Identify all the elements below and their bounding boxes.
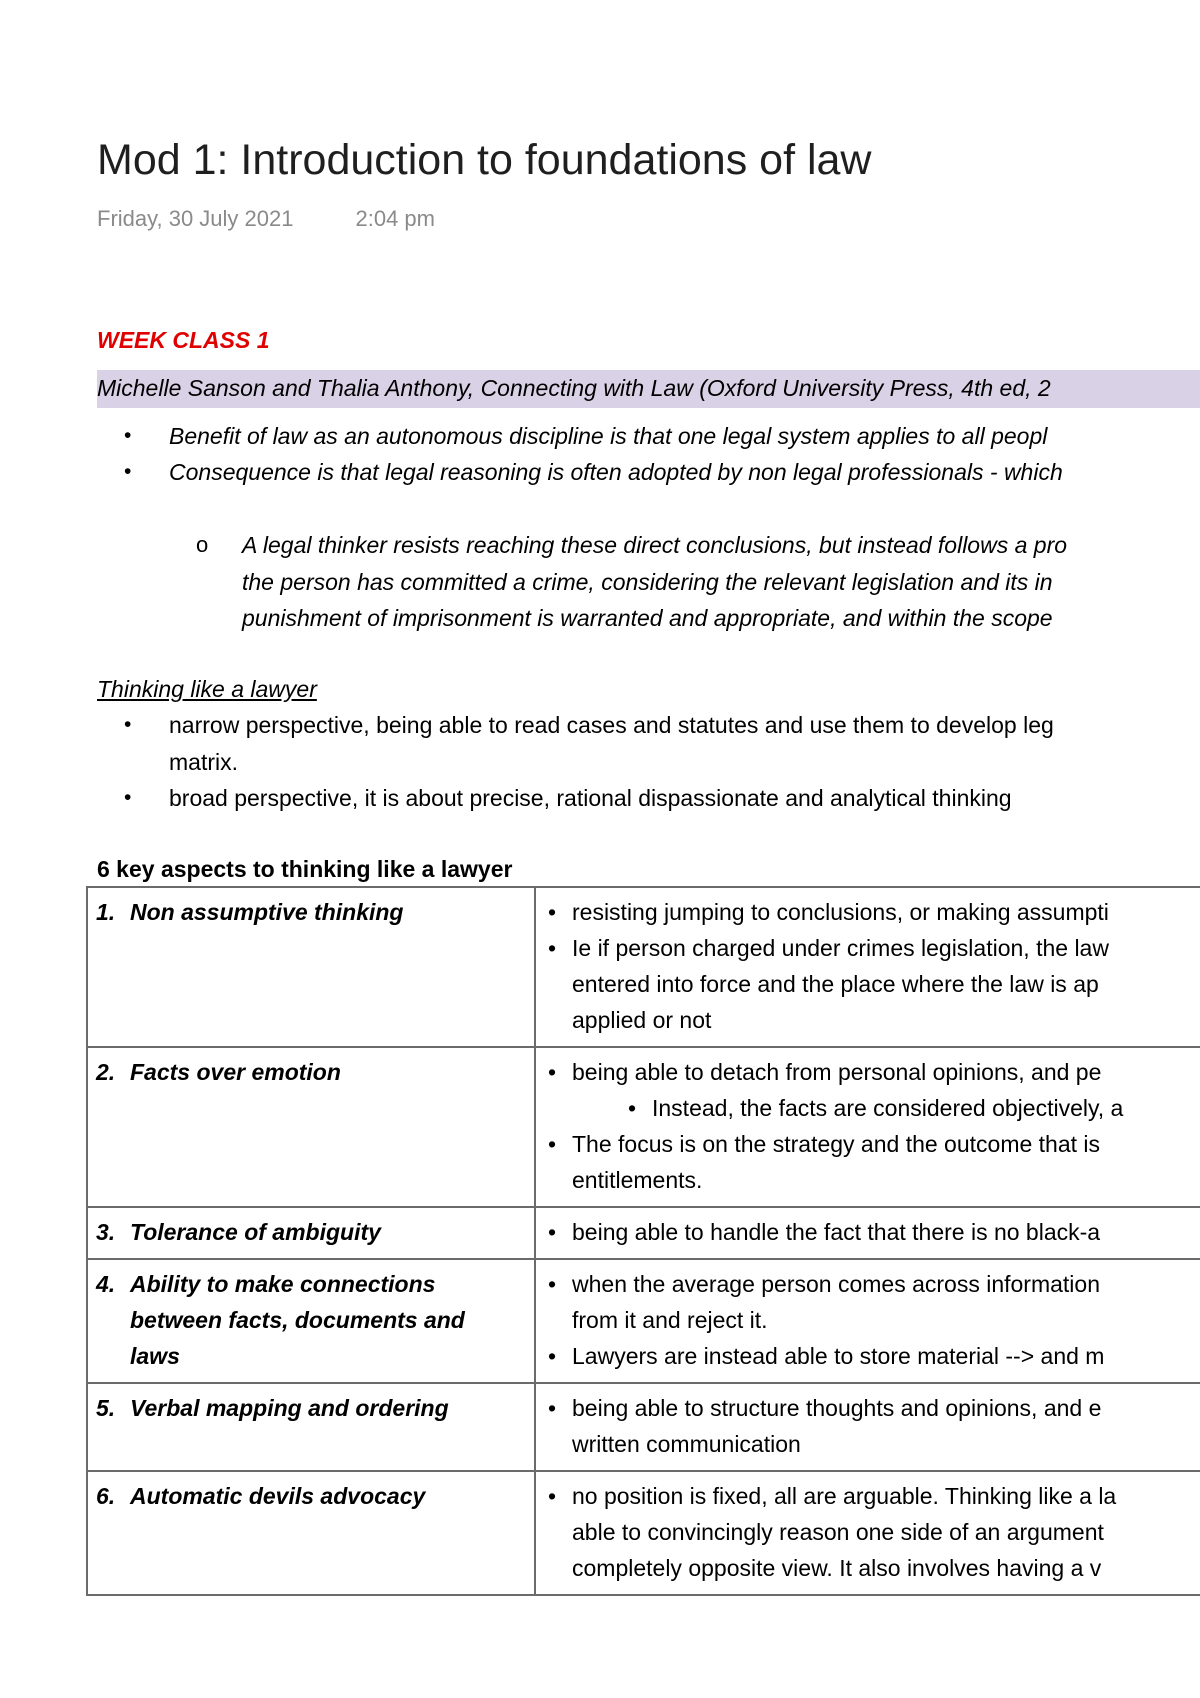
- detail-text-continuation: entered into force and the place where the law is ap: [572, 971, 1099, 997]
- detail-text: The focus is on the strategy and the outcome that is: [572, 1131, 1101, 1157]
- bullet-marker: •: [548, 1343, 557, 1369]
- aspect-name-cell: [87, 1207, 535, 1259]
- aspect-name-cell: [87, 887, 535, 1047]
- aspect-number: 5.: [96, 1395, 116, 1421]
- bullet-marker: •: [548, 1131, 557, 1157]
- thinking-heading: Thinking like a lawyer: [97, 676, 317, 702]
- aspect-name-cell: [87, 1047, 535, 1207]
- detail-text: Ie if person charged under crimes legislation, the law: [572, 935, 1109, 961]
- aspect-name: Ability to make connections between facts, documents and laws: [130, 1271, 465, 1369]
- aspect-name-cell: [87, 1383, 535, 1471]
- aspect-number: 4.: [96, 1271, 116, 1297]
- detail-bullet: [544, 1126, 1200, 1162]
- detail-text: Lawyers are instead able to store material --> and m: [572, 1343, 1105, 1369]
- bullet-marker: •: [548, 899, 557, 925]
- page-date: Friday, 30 July 2021: [97, 206, 294, 231]
- aspect-row: [87, 1471, 1200, 1595]
- bullet-marker: •: [124, 713, 132, 736]
- aspect-number: 2.: [96, 1059, 116, 1085]
- bullet-marker: •: [124, 786, 132, 809]
- page-timestamp: [97, 206, 435, 232]
- detail-text-continuation: applied or not: [572, 1007, 712, 1033]
- aspect-detail-cell: [535, 1259, 1200, 1383]
- detail-text-continuation: written communication: [572, 1431, 801, 1457]
- aspect-number: 6.: [96, 1483, 116, 1509]
- detail-bullet: [544, 1090, 1200, 1126]
- sub-bullet-text: A legal thinker resists reaching these direct conclusions, but instead follows a pro: [242, 532, 1068, 558]
- aspect-detail-cell: [535, 1383, 1200, 1471]
- detail-bullet: [544, 1054, 1200, 1090]
- bullet-marker: •: [548, 1059, 557, 1085]
- aspect-detail-cell: [535, 1047, 1200, 1207]
- bullet-text-continuation: matrix.: [169, 749, 238, 775]
- bullet-marker: •: [548, 1483, 557, 1509]
- detail-bullet: [544, 930, 1200, 966]
- detail-text: being able to handle the fact that there is no black-a: [572, 1219, 1101, 1245]
- detail-text: being able to detach from personal opinions, and pe: [572, 1059, 1102, 1085]
- aspect-row: [87, 887, 1200, 1047]
- detail-text: being able to structure thoughts and opinions, and e: [572, 1395, 1102, 1421]
- bullet-marker: •: [124, 460, 132, 483]
- detail-text-continuation: able to convincingly reason one side of an argument: [572, 1519, 1104, 1545]
- bullet-text: Consequence is that legal reasoning is often adopted by non legal professionals - which: [169, 459, 1063, 485]
- aspect-name: Non assumptive thinking: [130, 899, 404, 925]
- aspect-detail-cell: [535, 1471, 1200, 1595]
- detail-bullet: [544, 894, 1200, 930]
- detail-text: when the average person comes across information: [572, 1271, 1101, 1297]
- aspect-row: [87, 1207, 1200, 1259]
- aspect-name: Automatic devils advocacy: [130, 1483, 426, 1509]
- bullet-text: Benefit of law as an autonomous discipline is that one legal system applies to all peopl: [169, 423, 1048, 449]
- detail-text: resisting jumping to conclusions, or making assumpti: [572, 899, 1109, 925]
- aspect-row: [87, 1383, 1200, 1471]
- bullet-marker: •: [628, 1095, 637, 1121]
- aspect-name-cell: [87, 1259, 535, 1383]
- detail-text-continuation: entitlements.: [572, 1167, 703, 1193]
- bullet-marker: •: [548, 935, 557, 961]
- detail-text: no position is fixed, all are arguable. Thinking like a la: [572, 1483, 1117, 1509]
- aspect-number: 1.: [96, 899, 116, 925]
- aspect-detail-cell: [535, 1207, 1200, 1259]
- reference-highlight: Michelle Sanson and Thalia Anthony, Connecting with Law (Oxford University Press, 4th ed, 2: [97, 370, 1200, 408]
- detail-bullet: [544, 1478, 1200, 1514]
- aspect-name: Tolerance of ambiguity: [130, 1219, 381, 1245]
- bullet-marker: •: [548, 1219, 557, 1245]
- aspect-detail-cell: [535, 887, 1200, 1047]
- bullet-text: narrow perspective, being able to read cases and statutes and use them to develop leg: [169, 712, 1054, 738]
- detail-bullet: [544, 1390, 1200, 1426]
- aspect-name: Verbal mapping and ordering: [130, 1395, 449, 1421]
- aspect-row: [87, 1259, 1200, 1383]
- detail-text-continuation: from it and reject it.: [572, 1307, 768, 1333]
- detail-text-continuation: completely opposite view. It also involves having a v: [572, 1555, 1102, 1581]
- aspect-row: [87, 1047, 1200, 1207]
- page-time: 2:04 pm: [355, 206, 435, 231]
- sub-bullet-text: the person has committed a crime, considering the relevant legislation and its in: [242, 569, 1053, 595]
- bullet-marker: •: [548, 1395, 557, 1421]
- aspect-number: 3.: [96, 1219, 116, 1245]
- detail-bullet: [544, 1214, 1200, 1250]
- aspects-heading: 6 key aspects to thinking like a lawyer: [97, 856, 513, 882]
- aspects-table: [86, 886, 1200, 1596]
- bullet-marker: •: [124, 424, 132, 447]
- detail-bullet: [544, 1338, 1200, 1374]
- week-heading: WEEK CLASS 1: [97, 327, 270, 353]
- page-title: Mod 1: Introduction to foundations of law: [97, 136, 872, 184]
- bullet-text: broad perspective, it is about precise, rational dispassionate and analytical thinking: [169, 785, 1012, 811]
- sub-bullet-text: punishment of imprisonment is warranted and appropriate, and within the scope: [242, 605, 1053, 631]
- detail-bullet: [544, 1266, 1200, 1302]
- detail-text: Instead, the facts are considered objectively, a: [652, 1095, 1124, 1121]
- bullet-marker: •: [548, 1271, 557, 1297]
- sub-bullet-marker: o: [196, 532, 209, 557]
- aspect-name: Facts over emotion: [130, 1059, 341, 1085]
- aspect-name-cell: [87, 1471, 535, 1595]
